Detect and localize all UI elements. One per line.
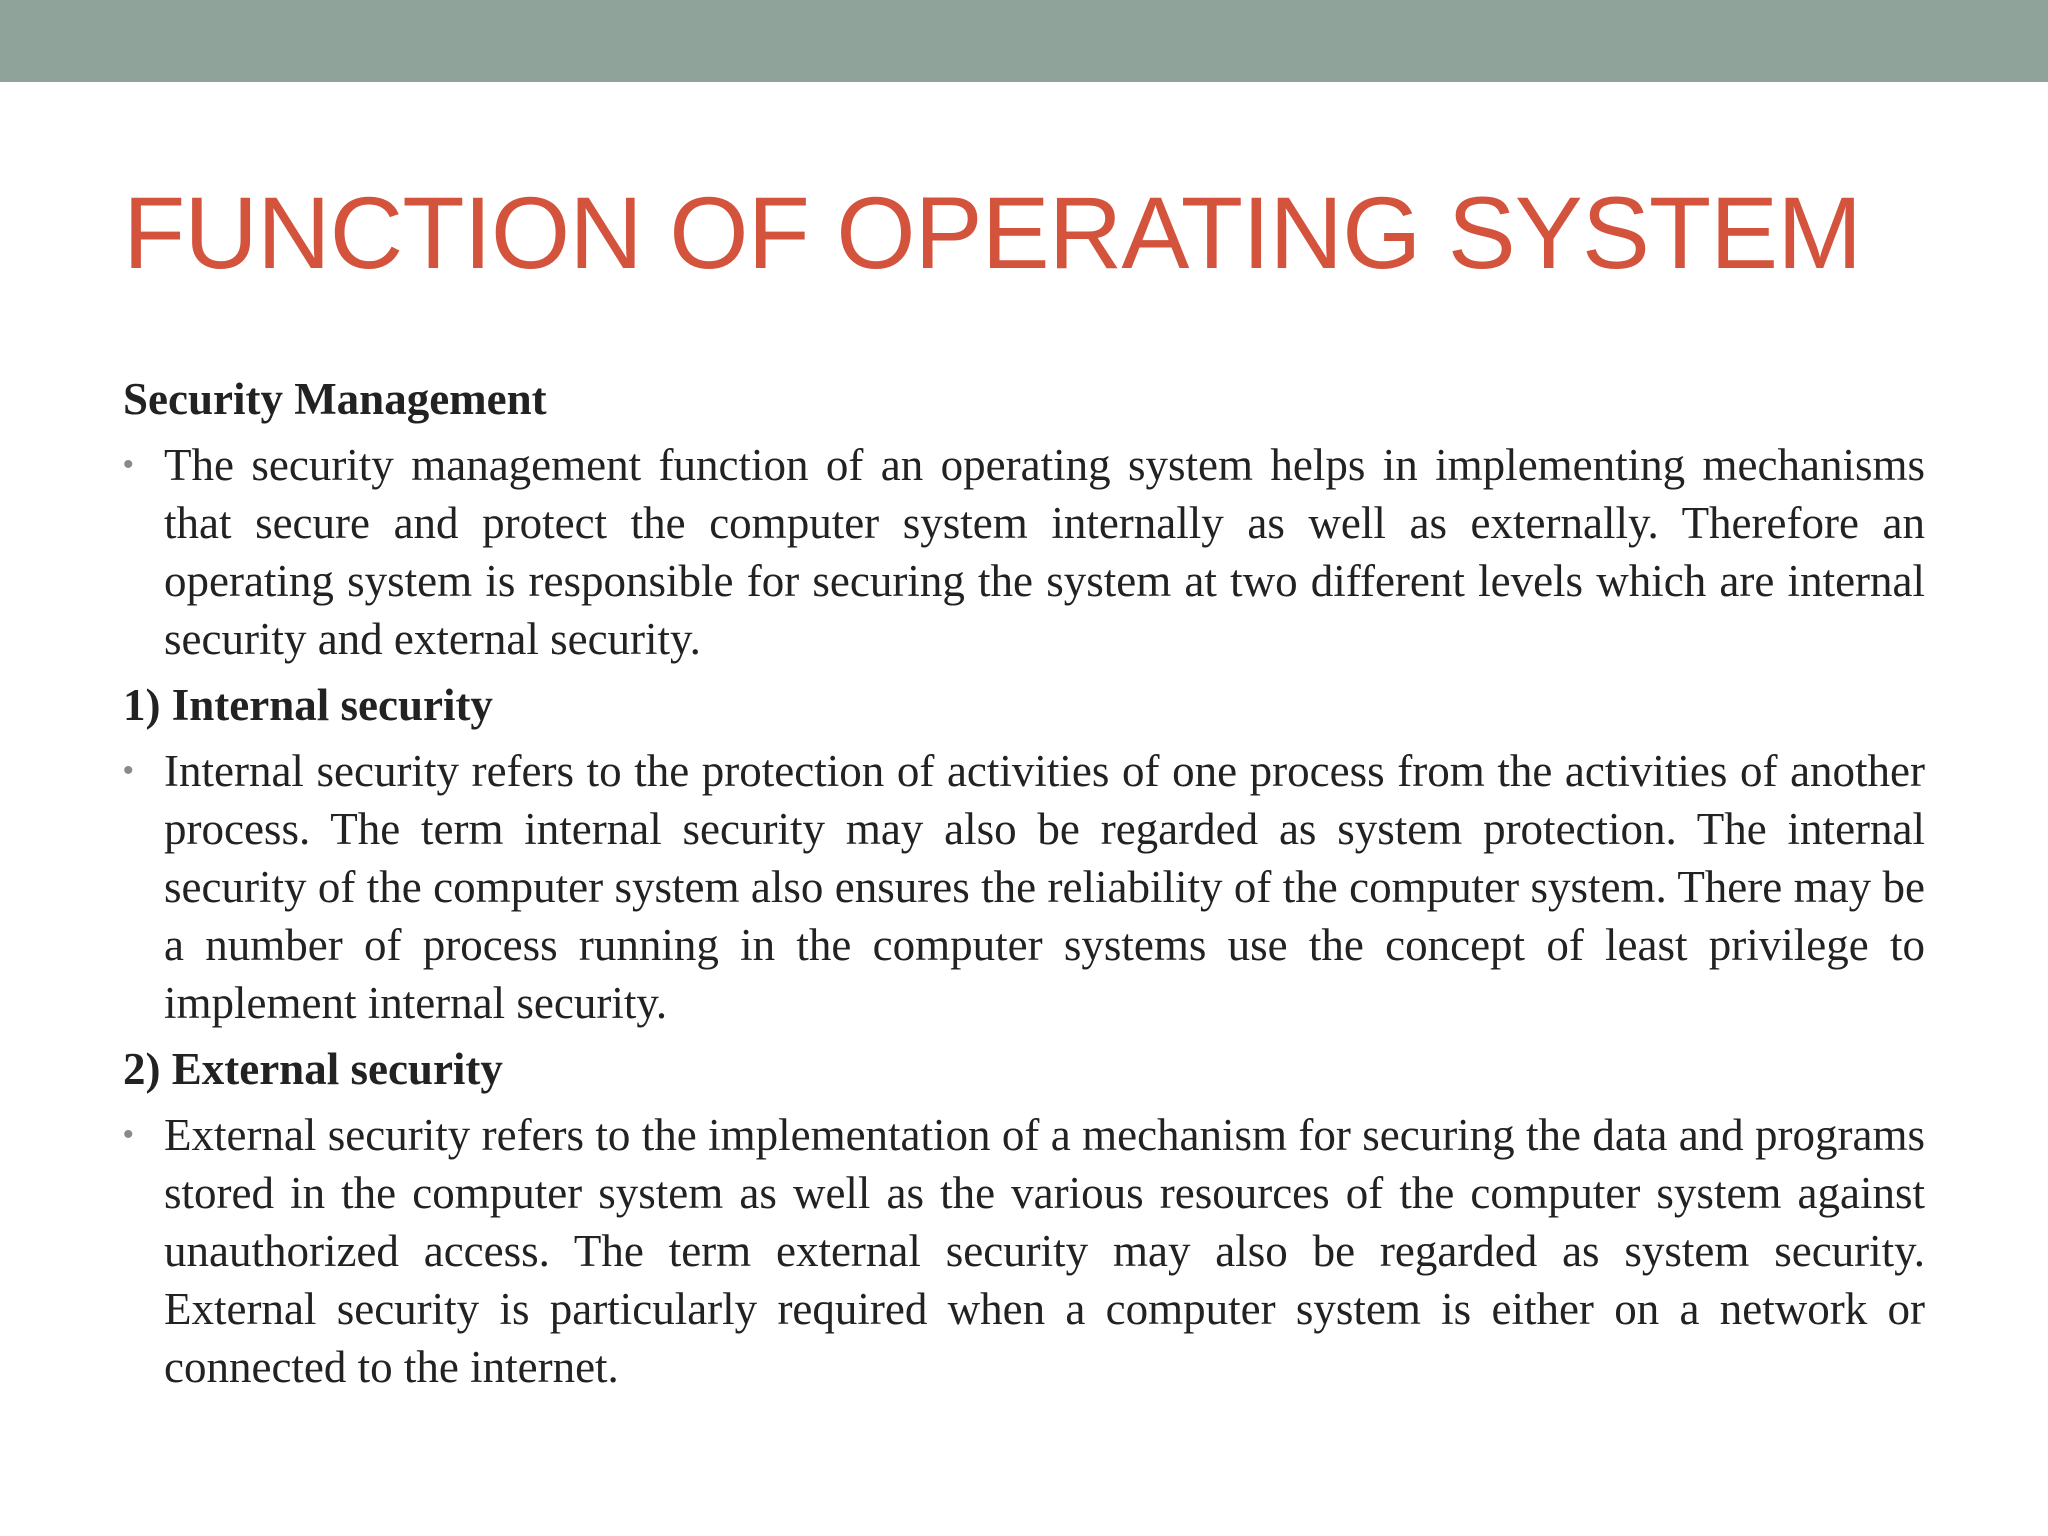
- slide-content: [123, 370, 1925, 1396]
- bullet-text: The security management function of an operating system helps in implementing mechanisms that secure and protect the computer system internally as well as externally. Therefore an operating system is responsible for securing the system at two different levels which are internal security and external security.: [164, 440, 1925, 664]
- section-heading-external-security: 2) External security: [123, 1044, 503, 1094]
- bullet-dot-icon: •: [123, 1118, 134, 1151]
- bullet-text: Internal security refers to the protection of activities of one process from the activities of another process. The term internal security may also be regarded as system protection. The internal security of the computer system also ensures the reliability of the computer system. There may be a number of process running in the computer systems use the concept of least privilege to implement internal security.: [164, 746, 1925, 1028]
- bullet-internal-security: [123, 742, 1925, 1032]
- bullet-external-security: [123, 1106, 1925, 1396]
- bullet-text: External security refers to the implementation of a mechanism for securing the data and programs stored in the computer system as well as the various resources of the computer system against unauthorized access. The term external security may also be regarded as system security. External security is particularly required when a computer system is either on a network or connected to the internet.: [164, 1110, 1925, 1392]
- bullet-security-management: [123, 436, 1925, 668]
- bullet-dot-icon: •: [123, 754, 134, 787]
- bullet-dot-icon: •: [123, 448, 134, 481]
- top-accent-bar: [0, 0, 2048, 82]
- slide-title: FUNCTION OF OPERATING SYSTEM: [123, 176, 1862, 290]
- section-heading-security-management: Security Management: [123, 374, 547, 424]
- section-heading-internal-security: 1) Internal security: [123, 680, 493, 730]
